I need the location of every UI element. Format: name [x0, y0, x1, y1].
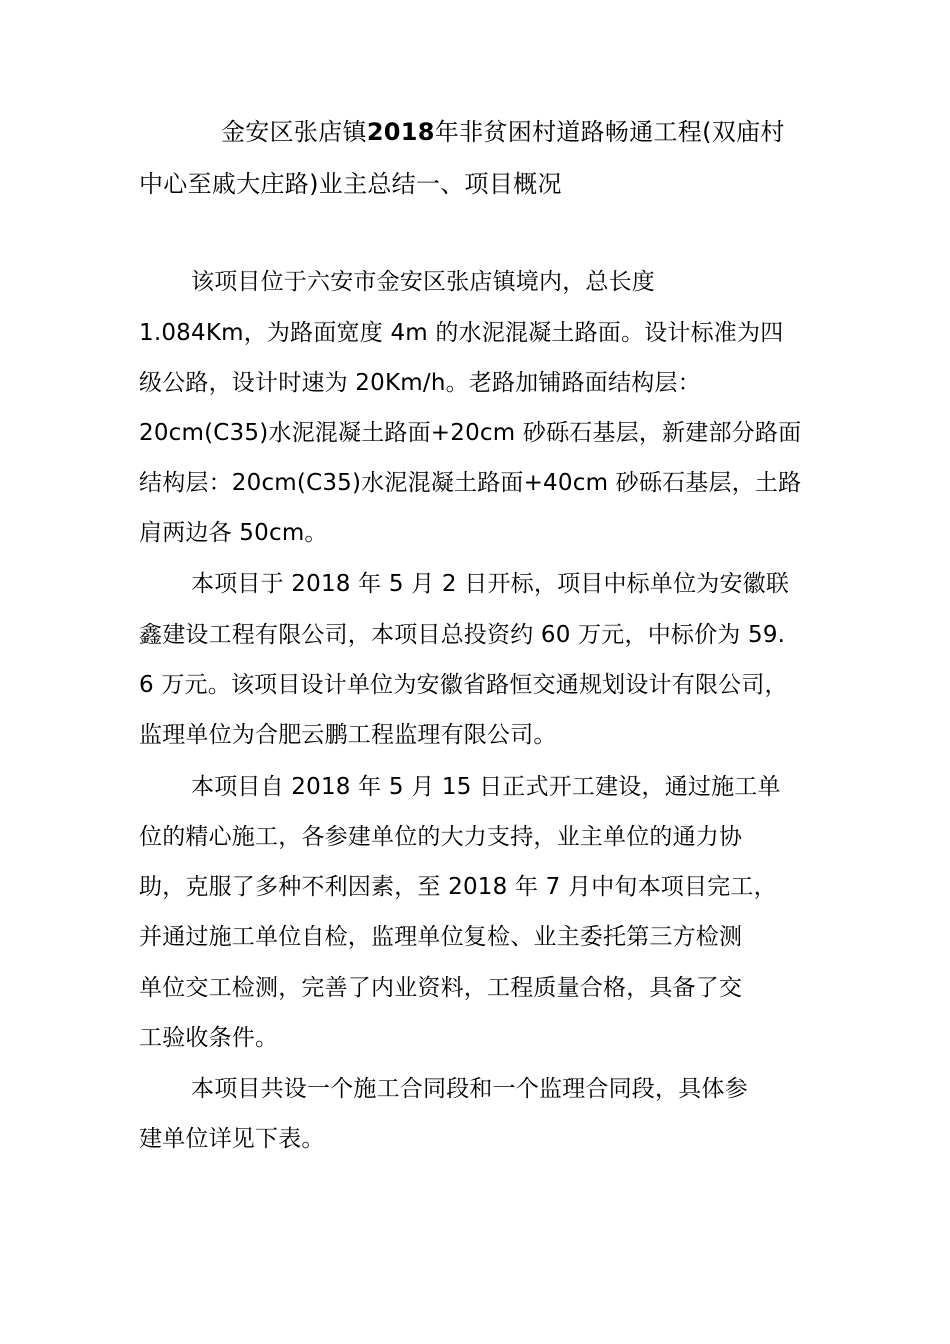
- paragraph-3-line-5: 单位交工检测，完善了内业资料，工程质量合格，具备了交: [139, 975, 743, 1001]
- title-text: 金安区张店镇: [221, 118, 367, 146]
- paragraph-1-line-4: 20cm(C35)水泥混凝土路面+20cm 砂砾石基层，新建部分路面: [139, 420, 802, 446]
- paragraph-2-line-4: 监理单位为合肥云鹏工程监理有限公司。: [139, 722, 557, 748]
- paragraph-1-line-5: 结构层：20cm(C35)水泥混凝土路面+40cm 砂砾石基层，土路: [139, 470, 802, 496]
- paragraph-3-line-2: 位的精心施工，各参建单位的大力支持，业主单位的通力协: [139, 824, 743, 850]
- title-line-2: 中心至戚大庄路)业主总结一、项目概况: [139, 170, 562, 198]
- paragraph-2-line-2: 鑫建设工程有限公司，本项目总投资约 60 万元，中标价为 59.: [139, 622, 786, 648]
- paragraph-3-line-4: 并通过施工单位自检，监理单位复检、业主委托第三方检测: [139, 924, 743, 950]
- paragraph-1-line-1: 该项目位于六安市金安区张店镇境内，总长度: [191, 269, 655, 295]
- paragraph-3-line-6: 工验收条件。: [139, 1025, 279, 1051]
- paragraph-1-line-6: 肩两边各 50cm。: [139, 520, 328, 546]
- paragraph-4-line-2: 建单位详见下表。: [139, 1126, 325, 1152]
- title-line-1: [221, 112, 785, 152]
- paragraph-4-line-1: 本项目共设一个施工合同段和一个监理合同段，具体参: [191, 1076, 748, 1102]
- title-text: 年非贫困村道路畅通工程(双庙村: [434, 118, 785, 146]
- paragraph-2-line-3: 6 万元。该项目设计单位为安徽省路恒交通规划设计有限公司，: [139, 672, 788, 698]
- paragraph-2-line-1: 本项目于 2018 年 5 月 2 日开标，项目中标单位为安徽联: [191, 571, 790, 597]
- title-year: 2018: [366, 118, 435, 146]
- paragraph-1-line-3: 级公路，设计时速为 20Km/h。老路加铺路面结构层：: [139, 370, 701, 396]
- paragraph-3-line-3: 助，克服了多种不利因素，至 2018 年 7 月中旬本项目完工，: [139, 874, 777, 900]
- paragraph-1-line-2: 1.084Km，为路面宽度 4m 的水泥混凝土路面。设计标准为四: [139, 320, 784, 346]
- paragraph-3-line-1: 本项目自 2018 年 5 月 15 日正式开工建设，通过施工单: [191, 774, 781, 800]
